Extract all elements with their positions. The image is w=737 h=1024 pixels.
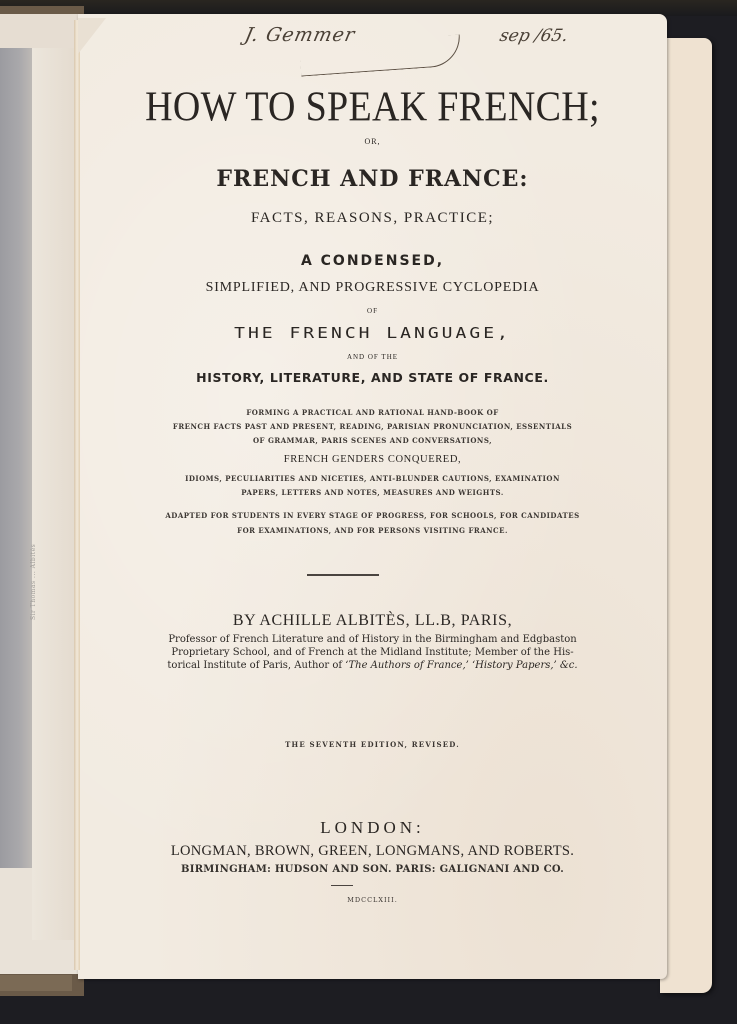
- adapted-line: ADAPTED FOR STUDENTS IN EVERY STAGE OF PROGRESS, FOR SCHOOLS, FOR CANDIDATES: [165, 511, 580, 520]
- condensed-line: A CONDENSED,: [300, 253, 445, 269]
- back-page-edge: [660, 38, 712, 993]
- edition-line: THE SEVENTH EDITION, REVISED.: [285, 740, 460, 749]
- description-line: PAPERS, LETTERS AND NOTES, MEASURES AND WEIGHTS.: [241, 488, 504, 497]
- description-line: FORMING A PRACTICAL AND RATIONAL HAND-BOOK OF: [246, 408, 499, 417]
- author-byline: BY ACHILLE ALBITÈS, LL.B, PARIS,: [232, 612, 513, 629]
- simplified-line: SIMPLIFIED, AND PROGRESSIVE CYCLOPEDIA: [205, 280, 540, 295]
- of-line: OF: [367, 307, 378, 315]
- main-title: HOW TO SPEAK FRENCH;: [145, 83, 600, 131]
- handwritten-date: sep /65.: [497, 26, 570, 46]
- description-line: OF GRAMMAR, PARIS SCENES AND CONVERSATIONS,: [252, 436, 493, 445]
- imprint-year: MDCCLXIII.: [347, 896, 398, 904]
- handwritten-signature: J. Gemmer: [242, 24, 358, 46]
- and-of-the-line: AND OF THE: [346, 353, 399, 361]
- or-line: OR,: [364, 137, 381, 146]
- subtitle: FRENCH AND FRANCE:: [216, 166, 529, 192]
- author-credentials-line: Proprietary School, and of French at the Midland Institute; Member of the His-: [171, 647, 574, 658]
- subtitle-2: FACTS, REASONS, PRACTICE;: [250, 210, 495, 226]
- imprint-rule: [331, 885, 353, 886]
- work-title: ‘The Authors of France,’: [345, 660, 469, 671]
- torn-corner: [78, 18, 106, 54]
- frontispiece-plate: [0, 48, 32, 868]
- imprint-publisher: LONGMAN, BROWN, GREEN, LONGMANS, AND ROBERTS.: [170, 843, 575, 859]
- history-line: HISTORY, LITERATURE, AND STATE OF FRANCE.: [196, 370, 549, 385]
- adapted-line: FOR EXAMINATIONS, AND FOR PERSONS VISITING FRANCE.: [237, 526, 508, 535]
- description-line: IDIOMS, PECULIARITIES AND NICETIES, ANTI-BLUNDER CAUTIONS, EXAMINATION: [185, 474, 560, 483]
- facing-page-top-band: [0, 14, 80, 49]
- author-credentials-line: Professor of French Literature and of History in the Birmingham and Edgbaston: [168, 634, 577, 645]
- frontispiece-caption: Sir Thomas ... Albitès: [30, 543, 37, 620]
- work-title: ‘History Papers,’ &c.: [472, 660, 578, 671]
- imprint-agents: BIRMINGHAM: HUDSON AND SON. PARIS: GALIGNANI AND CO.: [180, 864, 565, 875]
- book-cloth-bottom: [0, 975, 72, 991]
- author-credentials-line: [78, 660, 667, 671]
- credentials-prefix: torical Institute of Paris, Author of: [167, 660, 346, 671]
- description-line: FRENCH GENDERS CONQUERED,: [283, 454, 462, 465]
- language-line: THE FRENCH LANGUAGE,: [234, 324, 511, 343]
- imprint-city: LONDON:: [320, 818, 425, 837]
- description-line: FRENCH FACTS PAST AND PRESENT, READING, PARISIAN PRONUNCIATION, ESSENTIALS: [172, 422, 573, 431]
- divider-rule: [307, 574, 379, 576]
